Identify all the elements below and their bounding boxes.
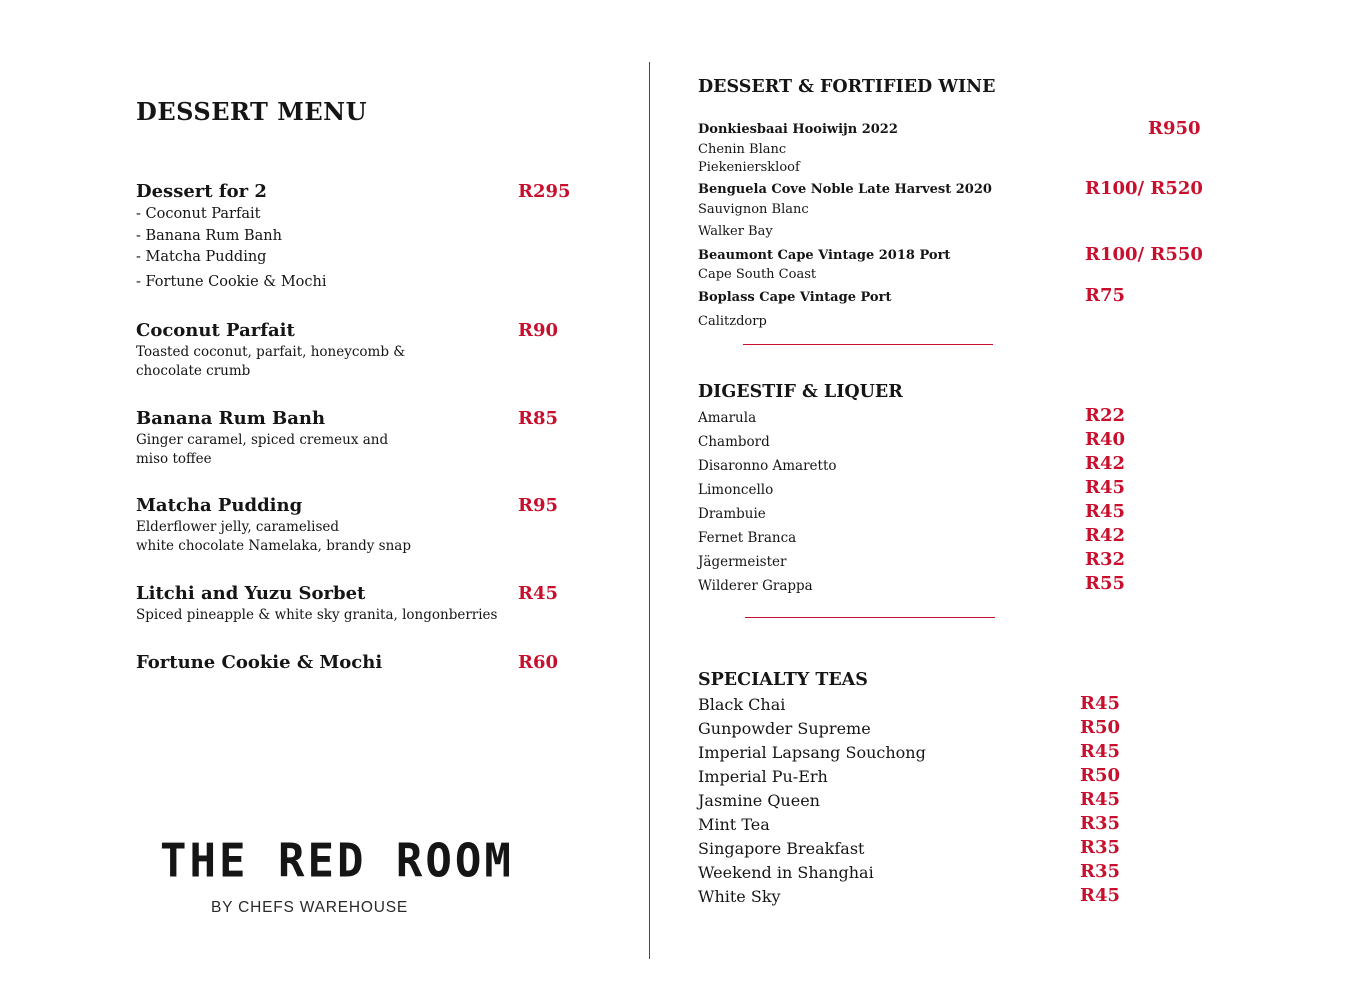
wine-varietal: Chenin Blanc <box>698 142 787 157</box>
menu-item-fortune-cookie-mochi <box>136 651 576 675</box>
tea-name: Gunpowder Supreme <box>698 719 871 738</box>
menu-item-matcha-pudding <box>136 494 576 555</box>
item-description: Spiced pineapple & white sky granita, longonberries <box>136 607 498 623</box>
wine-price: R950 <box>1148 118 1201 139</box>
wine-name: Donkiesbaai Hooiwijn 2022 <box>698 122 898 137</box>
tea-name: Imperial Lapsang Souchong <box>698 743 926 762</box>
section-title-digestif: DIGESTIF & LIQUER <box>698 382 903 402</box>
menu-item-coconut-parfait <box>136 319 576 380</box>
tea-name: Jasmine Queen <box>698 791 820 810</box>
tea-name: White Sky <box>698 887 781 906</box>
item-price: R95 <box>518 495 559 516</box>
liqueur-name: Fernet Branca <box>698 530 797 546</box>
tea-price: R45 <box>1080 789 1121 810</box>
wine-price: R100/ R520 <box>1085 178 1203 199</box>
section-title-teas: SPECIALTY TEAS <box>698 670 868 690</box>
tea-name: Black Chai <box>698 695 786 714</box>
tea-name: Imperial Pu-Erh <box>698 767 828 786</box>
liqueur-name: Drambuie <box>698 506 766 522</box>
liqueur-price: R42 <box>1085 453 1126 474</box>
liqueur-name: Limoncello <box>698 482 774 498</box>
section-title-wine: DESSERT & FORTIFIED WINE <box>698 77 996 97</box>
column-divider <box>649 62 650 959</box>
wine-region: Calitzdorp <box>698 314 767 329</box>
sub-item: - Banana Rum Banh <box>136 227 282 244</box>
liqueur-name: Disaronno Amaretto <box>698 458 837 474</box>
wine-price: R75 <box>1085 285 1126 306</box>
wine-name: Beaumont Cape Vintage 2018 Port <box>698 248 951 263</box>
wine-name: Boplass Cape Vintage Port <box>698 290 892 305</box>
item-description: Elderflower jelly, caramelised <box>136 519 340 535</box>
wine-price: R100/ R550 <box>1085 244 1203 265</box>
wine-region: Piekenierskloof <box>698 160 800 175</box>
item-price: R45 <box>518 583 559 604</box>
liqueur-name: Amarula <box>698 410 757 426</box>
tea-price: R45 <box>1080 741 1121 762</box>
tea-name: Singapore Breakfast <box>698 839 865 858</box>
liqueur-price: R45 <box>1085 501 1126 522</box>
item-price: R90 <box>518 320 559 341</box>
tea-price: R50 <box>1080 717 1121 738</box>
liqueur-price: R40 <box>1085 429 1126 450</box>
tea-name: Mint Tea <box>698 815 770 834</box>
wine-name: Benguela Cove Noble Late Harvest 2020 <box>698 182 992 197</box>
item-price: R85 <box>518 408 559 429</box>
page-title: DESSERT MENU <box>136 97 367 126</box>
item-name: Litchi and Yuzu Sorbet <box>136 583 366 604</box>
tea-name: Weekend in Shanghai <box>698 863 874 882</box>
menu-item-dessert-for-2 <box>136 180 576 293</box>
sub-item: - Matcha Pudding <box>136 249 267 265</box>
item-price: R60 <box>518 652 559 673</box>
section-divider <box>743 344 993 345</box>
item-description: chocolate crumb <box>136 362 251 379</box>
liqueur-name: Chambord <box>698 434 770 450</box>
liqueur-price: R42 <box>1085 525 1126 546</box>
item-name: Dessert for 2 <box>136 181 267 202</box>
sub-item: - Coconut Parfait <box>136 206 261 222</box>
wine-varietal: Sauvignon Blanc <box>698 202 809 217</box>
item-price: R295 <box>518 181 571 202</box>
liqueur-price: R45 <box>1085 477 1126 498</box>
item-name: Coconut Parfait <box>136 320 295 341</box>
sub-item: - Fortune Cookie & Mochi <box>136 273 327 290</box>
tea-price: R50 <box>1080 765 1121 786</box>
menu-item-litchi-yuzu-sorbet <box>136 582 576 625</box>
wine-region: Cape South Coast <box>698 267 817 282</box>
tea-price: R35 <box>1080 861 1121 882</box>
item-description: miso toffee <box>136 450 212 467</box>
liqueur-price: R32 <box>1085 549 1126 570</box>
item-name: Matcha Pudding <box>136 495 303 516</box>
liqueur-price: R22 <box>1085 405 1126 426</box>
item-description: Toasted coconut, parfait, honeycomb & <box>136 344 406 360</box>
section-divider <box>745 617 995 618</box>
liqueur-price: R55 <box>1085 573 1126 594</box>
brand-tagline: BY CHEFS WAREHOUSE <box>211 899 408 916</box>
wine-region: Walker Bay <box>698 224 773 239</box>
item-description: Ginger caramel, spiced cremeux and <box>136 432 389 448</box>
liqueur-name: Jägermeister <box>698 554 787 570</box>
liqueur-name: Wilderer Grappa <box>698 578 813 594</box>
brand-logo: THE RED ROOM <box>160 834 514 889</box>
tea-price: R45 <box>1080 693 1121 714</box>
item-name: Fortune Cookie & Mochi <box>136 652 383 673</box>
tea-price: R45 <box>1080 885 1121 906</box>
item-description: white chocolate Namelaka, brandy snap <box>136 537 411 554</box>
tea-price: R35 <box>1080 813 1121 834</box>
item-name: Banana Rum Banh <box>136 408 326 429</box>
menu-item-banana-rum-banh <box>136 407 576 468</box>
tea-price: R35 <box>1080 837 1121 858</box>
